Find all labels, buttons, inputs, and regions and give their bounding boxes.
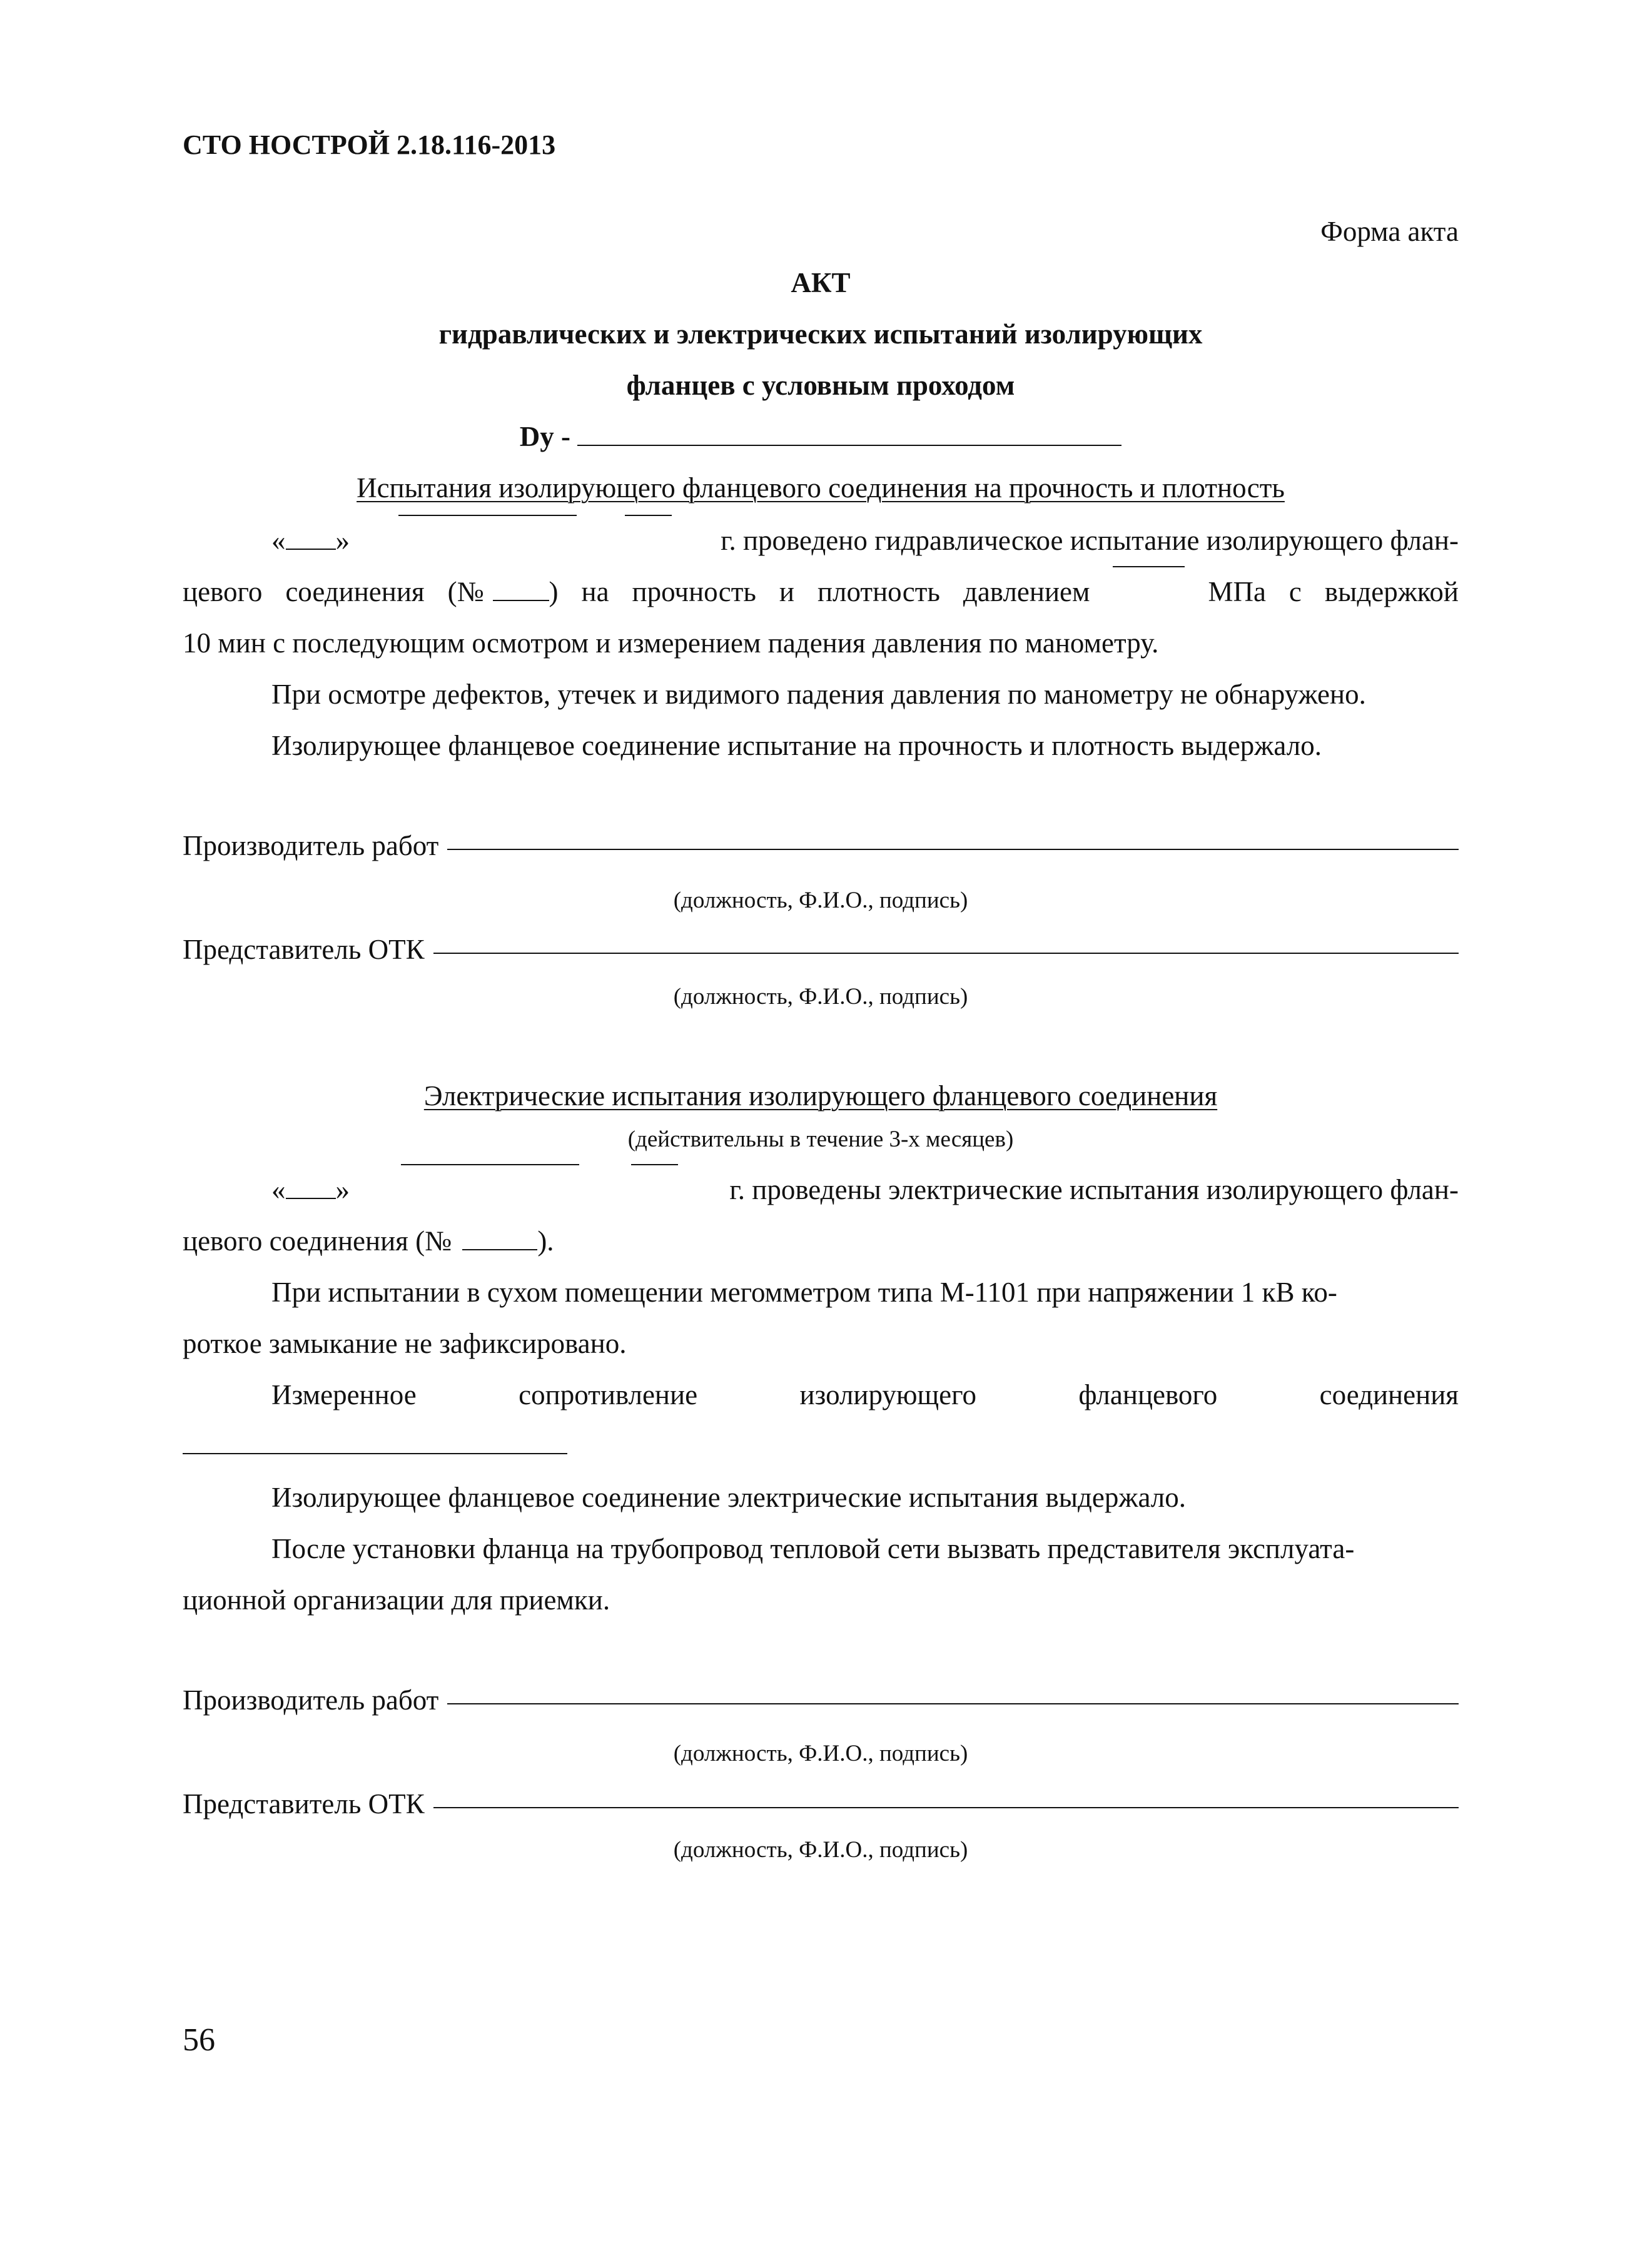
- word: (№: [447, 576, 484, 607]
- otk-signature-line: [183, 923, 1459, 976]
- otk-label: Представитель ОТК: [183, 1788, 425, 1820]
- section2-heading-text: Электрические испытания изолирующего фланцевого соединения: [423, 1080, 1218, 1111]
- section2-para4: Изолирующее фланцевое соединение электрические испытания выдержало.: [271, 1482, 1187, 1513]
- form-label: Форма акта: [1320, 216, 1459, 247]
- document-code: СТО НОСТРОЙ 2.18.116-2013: [183, 129, 556, 160]
- producer-signature-field[interactable]: [447, 849, 1459, 850]
- section2-line2: [183, 1215, 1459, 1267]
- day-blank[interactable]: [286, 548, 336, 550]
- word: изолирующего: [799, 1379, 976, 1410]
- section1-line3: 10 мин с последующим осмотром и измерением падения давления по манометру.: [183, 627, 1159, 659]
- number-blank[interactable]: [462, 1248, 537, 1250]
- producer-caption: (должность, Ф.И.О., подпись): [673, 888, 968, 913]
- section2-line2-text: цевого соединения (№: [183, 1225, 452, 1257]
- word: давлением: [963, 576, 1090, 607]
- dy-prefix: Dy -: [519, 421, 570, 452]
- quote-open: «: [271, 525, 286, 556]
- word: фланцевого: [1078, 1379, 1218, 1410]
- otk-signature-field[interactable]: [433, 953, 1459, 954]
- day-blank[interactable]: [286, 1197, 336, 1199]
- page-number: 56: [183, 2022, 215, 2058]
- section1-para3: Изолирующее фланцевое соединение испытание на прочность и плотность выдержало.: [271, 730, 1322, 761]
- act-subtitle-line2: фланцев с условным проходом: [626, 370, 1015, 401]
- word: цевого: [183, 576, 263, 607]
- dy-line: [183, 410, 1459, 463]
- date-block: [271, 514, 350, 567]
- word: плотность: [817, 576, 940, 607]
- section1-line1: [183, 514, 1459, 567]
- otk-signature-field[interactable]: [433, 1807, 1459, 1808]
- year-blank[interactable]: [625, 514, 672, 516]
- word: прочность: [632, 576, 756, 607]
- producer-signature-line: [183, 819, 1459, 872]
- measured-resistance-line: [183, 1369, 1459, 1421]
- word: с: [1288, 576, 1302, 607]
- section1-heading: [183, 462, 1459, 514]
- section2-line2-end: ).: [537, 1225, 554, 1257]
- quote-open: «: [271, 1174, 286, 1205]
- section2-subheading: (действительны в течение 3-х месяцев): [627, 1126, 1014, 1152]
- section2-para5-line1: После установки фланца на трубопровод тепловой сети вызвать представителя эксплуата-: [271, 1533, 1355, 1564]
- section2-para2-line1: При испытании в сухом помещении мегомметром типа М-1101 при напряжении 1 кВ ко-: [271, 1277, 1337, 1308]
- word: и: [779, 576, 794, 607]
- month-blank[interactable]: [401, 1163, 579, 1165]
- pressure-blank[interactable]: [1113, 565, 1185, 567]
- word: на: [581, 576, 609, 607]
- act-subtitle-line1: гидравлических и электрических испытаний изолирующих: [438, 318, 1203, 350]
- section2-para2-line2: роткое замыкание не зафиксировано.: [183, 1328, 627, 1359]
- otk-label: Представитель ОТК: [183, 934, 425, 965]
- section1-para2: При осмотре дефектов, утечек и видимого падения давления по манометру не обнаружено.: [271, 679, 1366, 710]
- quote-close: »: [335, 525, 350, 556]
- producer-signature-line-2: [183, 1674, 1459, 1726]
- word: сопротивление: [519, 1379, 698, 1410]
- resistance-value-line: [183, 1419, 1459, 1471]
- act-title: АКТ: [791, 267, 851, 298]
- section1-line1-text: г. проведено гидравлическое испытание изолирующего флан-: [721, 525, 1459, 556]
- dy-blank[interactable]: [577, 444, 1121, 446]
- producer-signature-field[interactable]: [447, 1703, 1459, 1704]
- section1-heading-text: Испытания изолирующего фланцевого соединения на прочность и плотность: [357, 472, 1285, 504]
- producer-label: Производитель работ: [183, 1684, 439, 1716]
- word: соединения: [285, 576, 425, 607]
- otk-signature-line-2: [183, 1778, 1459, 1830]
- year-blank[interactable]: [631, 1163, 678, 1165]
- quote-close: »: [335, 1174, 350, 1205]
- word: МПа: [1208, 576, 1266, 607]
- section1-line2: [183, 565, 1459, 618]
- producer-caption-2: (должность, Ф.И.О., подпись): [673, 1741, 968, 1766]
- section2-line1: [183, 1163, 1459, 1216]
- section2-line1-text: г. проведены электрические испытания изолирующего флан-: [729, 1174, 1459, 1205]
- resistance-blank[interactable]: [183, 1452, 567, 1454]
- number-blank[interactable]: [493, 599, 549, 601]
- otk-caption-2: (должность, Ф.И.О., подпись): [673, 1837, 968, 1863]
- month-blank[interactable]: [398, 514, 577, 516]
- word: выдержкой: [1324, 576, 1459, 607]
- word: соединения: [1319, 1379, 1459, 1410]
- producer-label: Производитель работ: [183, 830, 439, 861]
- otk-caption: (должность, Ф.И.О., подпись): [673, 984, 968, 1010]
- section2-para5-line2: ционной организации для приемки.: [183, 1584, 610, 1616]
- word: ): [549, 576, 559, 607]
- number-group: [448, 565, 559, 618]
- section2-heading: [183, 1070, 1459, 1122]
- word: Измеренное: [271, 1379, 417, 1410]
- date-block: [271, 1163, 350, 1216]
